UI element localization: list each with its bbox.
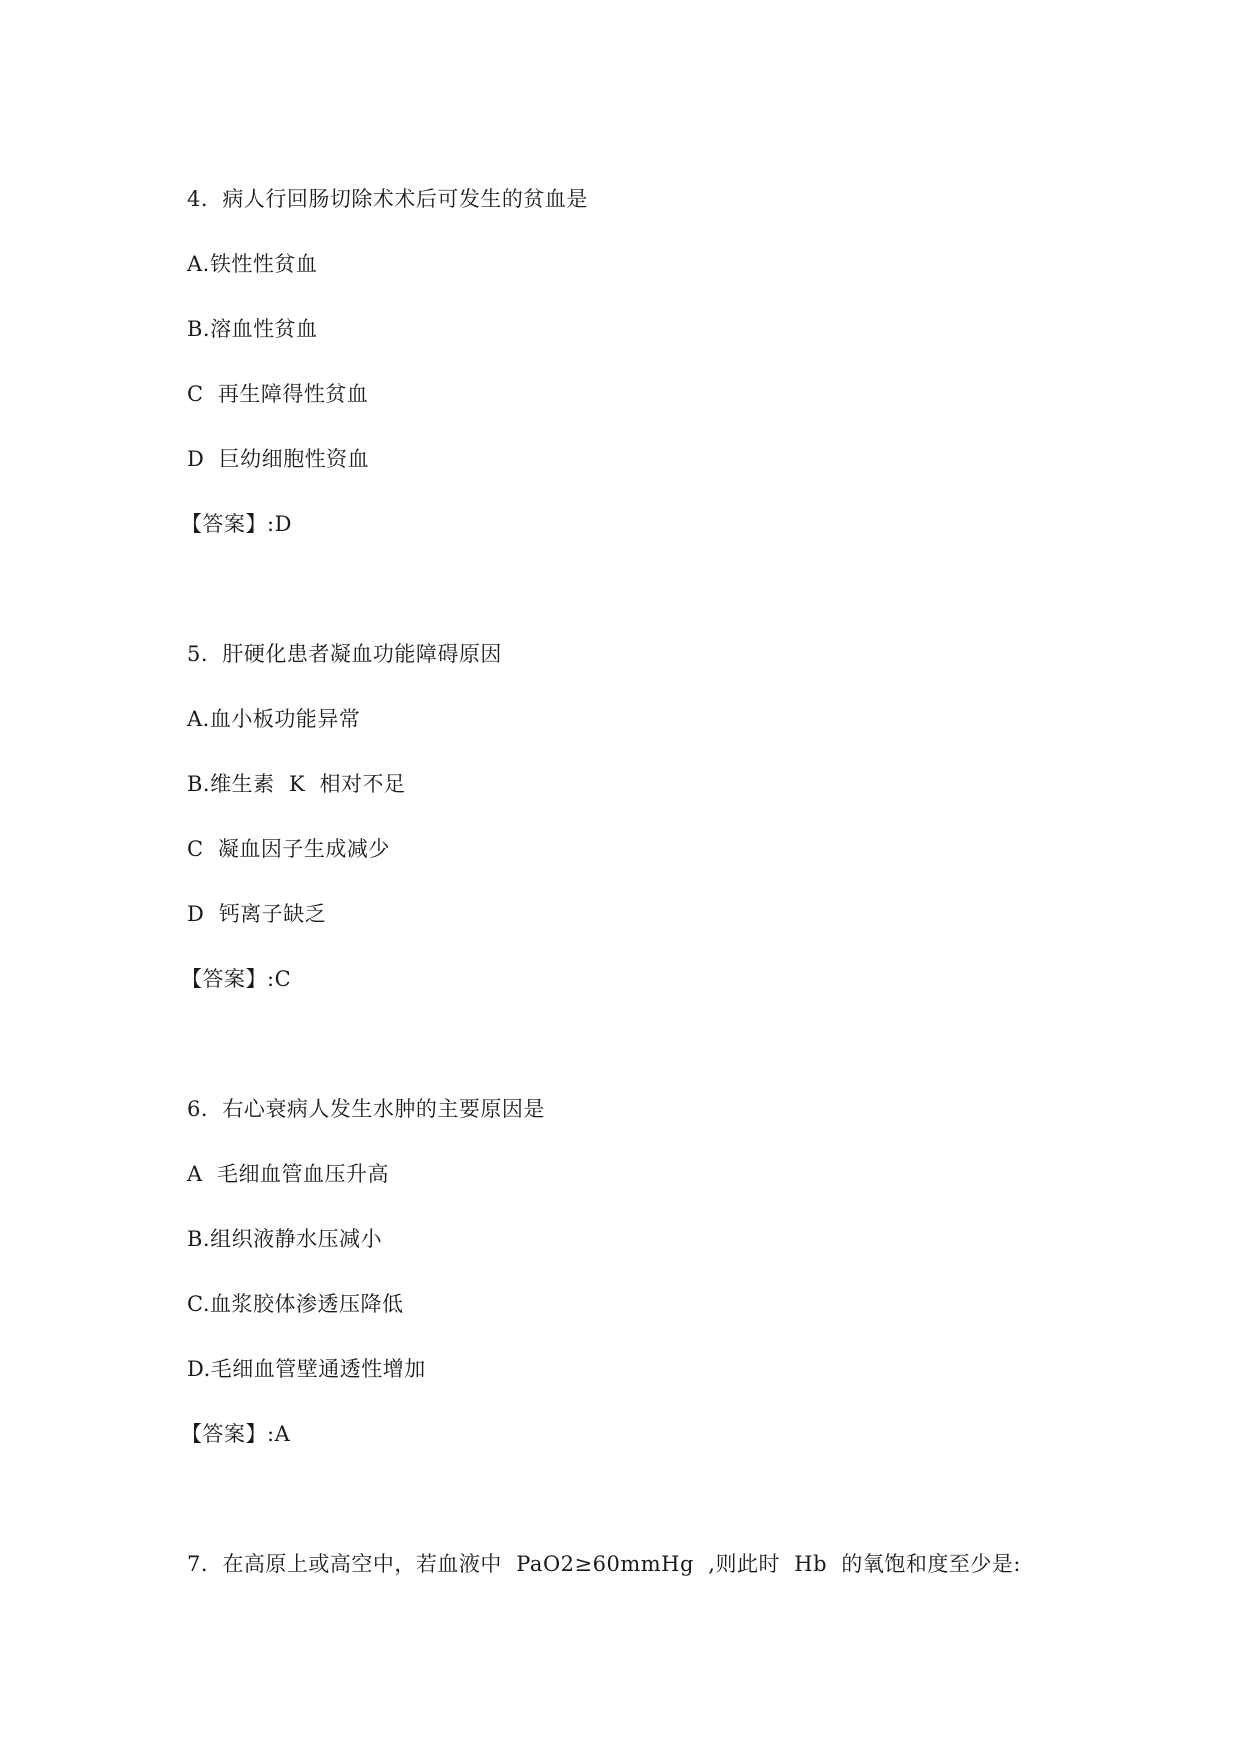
- option-d: D 钙离子缺乏: [187, 902, 327, 926]
- question-stem: 6. 右心衰病人发生水肿的主要原因是: [187, 1097, 545, 1121]
- option-a: A.血小板功能异常: [187, 707, 361, 731]
- question-stem: 4. 病人行回肠切除术术后可发生的贫血是: [187, 187, 588, 211]
- answer-line: 【答案】:C: [181, 967, 292, 991]
- answer-line: 【答案】:D: [181, 512, 292, 536]
- question-stem: 7. 在高原上或高空中，若血液中 PaO2≥60mmHg ,则此时 Hb 的氧饱和度至少是:: [187, 1552, 1021, 1576]
- option-b: B.维生素 K 相对不足: [187, 772, 406, 796]
- option-a: A.铁性性贫血: [187, 252, 318, 276]
- option-c: C.血浆胶体渗透压降低: [187, 1292, 404, 1316]
- option-d: D 巨幼细胞性资血: [187, 447, 370, 471]
- option-c: C 再生障得性贫血: [187, 382, 369, 406]
- option-c: C 凝血因子生成减少: [187, 837, 390, 861]
- option-b: B.溶血性贫血: [187, 317, 318, 341]
- option-d: D.毛细血管壁通透性增加: [187, 1357, 426, 1381]
- option-a: A 毛细血管血压升高: [187, 1162, 390, 1186]
- answer-line: 【答案】:A: [181, 1422, 291, 1446]
- question-stem: 5. 肝硬化患者凝血功能障碍原因: [187, 642, 502, 666]
- option-b: B.组织液静水压减小: [187, 1227, 383, 1251]
